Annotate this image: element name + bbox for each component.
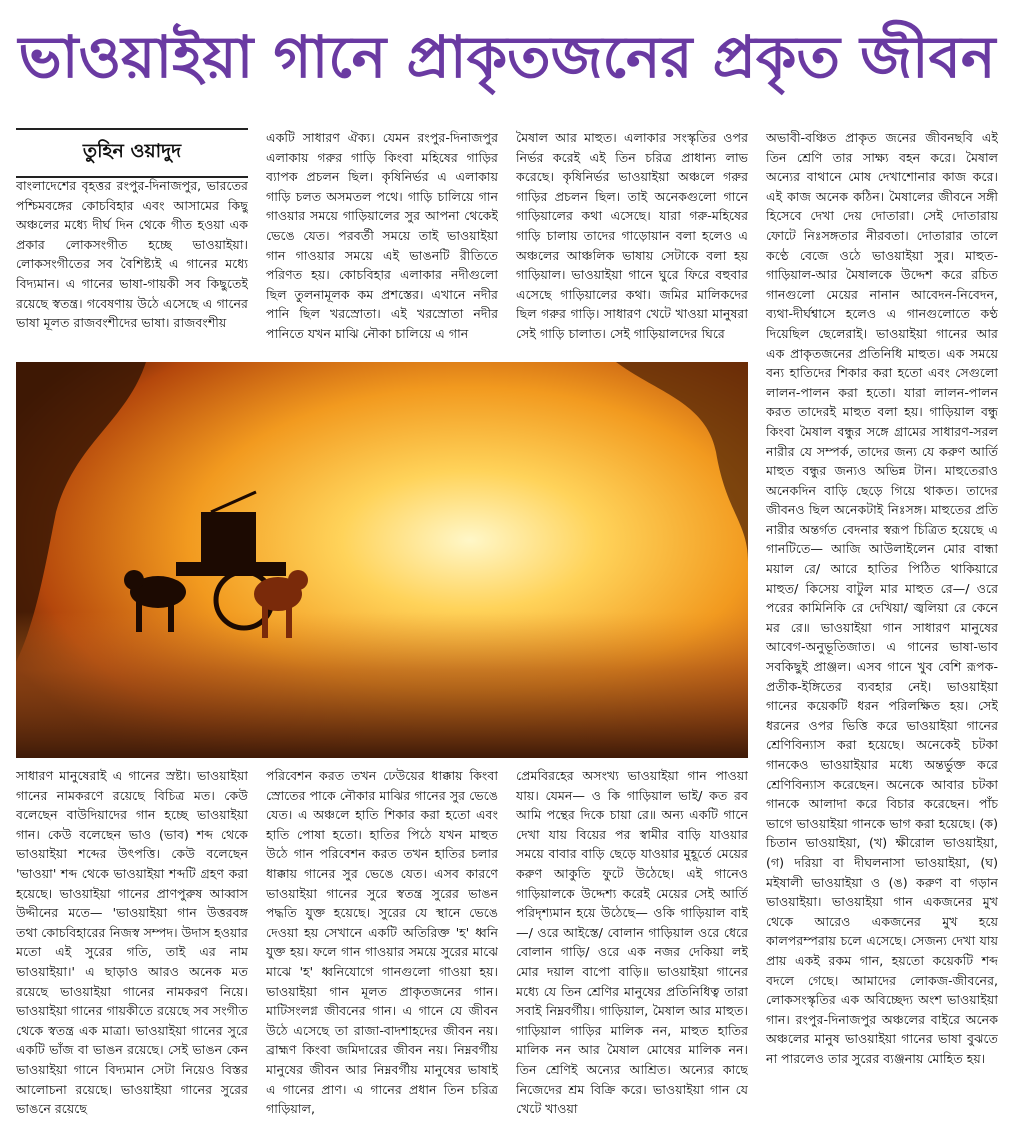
column-4 [766,128,998,1124]
column-2-top-text: একটি সাধারণ ঐক্য। যেমন রংপুর-দিনাজপুর এলাকায় গরুর গাড়ি কিংবা মহিষের গাড়ির ব্যাপক প্রচলন ছিল। কৃষিনির্ভর এ এলাকায় গাড়ি চলত অসমতল পথে। গাড়ি চালিয়ে গান গাওয়ার সময়ে গাড়িয়ালের সুর আপনা থেকেই ভেঙে যেত। পরবর্তী সময়ে তাই ভাওয়াইয়া গান গাওয়ার সময়ে এই ভাঙনটি রীতিতে পরিণত হয়। কোচবিহার এলাকার নদীগুলো ছিল তুলনামূলক কম প্রশস্তের। এখানে নদীর পানি ছিল খরস্রোতা। এই খরস্রোতা নদীর পানিতে যখন মাঝি নৌকা চালিয়ে এ গান [266,130,498,341]
column-3-bottom [516,766,748,1126]
column-1-top [16,176,248,356]
headline-banner [0,0,1014,122]
photo-bullock-cart [16,362,748,758]
column-1-bottom-text: সাধারণ মানুষেরাই এ গানের স্রষ্টা। ভাওয়াইয়া গানের নামকরণে রয়েছে বিচিত্র মত। কেউ বলেছেন বাউদিয়াদের গান হচ্ছে ভাওয়াইয়া গান। কেউ বলেছেন ভাও (ভাব) শব্দ থেকে ভাওয়াইয়া শব্দের উৎপত্তি। কেউ বলেছেন 'ভাওয়া' শব্দ থেকে ভাওয়াইয়া শব্দটি গ্রহণ করা হয়েছে। ভাওয়াইয়া গানের প্রাণপুরুষ আব্বাস উদ্দীনের মতে— 'ভাওয়াইয়া গান উত্তরবঙ্গ তথা কোচবিহারের নিজস্ব সম্পদ। উদাস হওয়ার মতো এই সুরের গতি, তাই এর নাম ভাওয়াইয়া।' এ ছাড়াও আরও অনেক মত রয়েছে ভাওয়াইয়া গানের নামকরণ নিয়ে। ভাওয়াইয়া গানের গায়কীতে রয়েছে সব সংগীত থেকে স্বতন্ত্র এক মাত্রা। ভাওয়াইয়া গানের সুরে একটি ভাঁজ বা ভাঙন রয়েছে। সেই ভাঙন কেন ভাওয়াইয়া গানে বিদ্যমান সেটা নিয়েও বিস্তর আলোচনা রয়েছে। ভাওয়াইয়া গানের সুরের ভাঙনে রয়েছে [16,768,248,1117]
column-2-bottom-text: পরিবেশন করত তখন ঢেউয়ের ধাক্কায় কিংবা স্রোতের পাকে নৌকার মাঝির গানের সুর ভেঙে যেত। এ অঞ্চলে হাতি শিকার করা হতো এবং হাতি পোষা হতো। হাতির পিঠে যখন মাহুত উঠে গান পরিবেশন করত তখন হাতির চলার ধাক্কায় গানের সুর ভেঙে যেত। এসব কারণে ভাওয়াইয়া গানের সুরে স্বতন্ত্র সুরের ভাঙন পদ্ধতি যুক্ত হয়েছে। সুরের যে স্থানে ভেঙে দেওয়া হয় সেখানে একটি অতিরিক্ত 'হ' ধ্বনি যুক্ত হয়। ফলে গান গাওয়ার সময়ে সুরের মাঝে মাঝে 'হ' ধ্বনিযোগে গানগুলো গাওয়া হয়। ভাওয়াইয়া গান মূলত প্রাকৃতজনের গান। মাটিসংলগ্ন জীবনের গান। এ গানে যে জীবন উঠে এসেছে তা রাজা-বাদশাহদের জীবন নয়। ব্রাহ্মণ কিংবা জমিদারের জীবন নয়। নিম্নবর্গীয় মানুষের জীবন আর নিম্নবর্গীয় মানুষের ভাষাই এ গানের প্রাণ। এ গানের প্রধান তিন চরিত্র গাড়িয়াল, [266,768,498,1117]
bullock-cart-illustration [16,362,748,758]
byline [16,128,248,178]
column-2-top [266,128,498,356]
column-1-top-text: বাংলাদেশের বৃহত্তর রংপুর-দিনাজপুর, ভারতের পশ্চিমবঙ্গের কোচবিহার এবং আসামের কিছু অঞ্চলের মধ্যে দীর্ঘ দিন থেকে গীত হওয়া এক প্রকার লোকসংগীত হচ্ছে ভাওয়াইয়া। লোকসংগীতের সব বৈশিষ্ট্যই এ গানের মধ্যে বিদ্যমান। এ গানের ভাষা-গায়কী সব কিছুতেই রয়েছে স্বতন্ত্র। গবেষণায় উঠে এসেছে এ গানের ভাষা মূলত রাজবংশীদের ভাষা। রাজবংশীয় [16,178,248,331]
column-1-bottom [16,766,248,1126]
headline: ভাওয়াইয়া গানে প্রাকৃতজনের প্রকৃত জীবন [18,22,996,91]
column-3-bottom-text: প্রেমবিরহের অসংখ্য ভাওয়াইয়া গান পাওয়া যায়। যেমন— ও কি গাড়িয়াল ভাই/ কত রব আমি পন্থের দিকে চায়া রে॥ অন্য একটি গানে দেখা যায় বিয়ের পর স্বামীর বাড়ি যাওয়ার সময়ে বাবার বাড়ি ছেড়ে যাওয়ার মুহূর্তে মেয়ের করুণ আকুতি ফুটে উঠেছে। এই গানেও গাড়িয়ালকে উদ্দেশ্য করেই মেয়ের সেই আর্তি পরিদৃশ্যমান হয়ে উঠেছে— ওকি গাড়িয়াল বাই—/ ওরে আইস্তে/ বোলান গাড়িয়াল ওরে ধেরে বোলান গাড়ি/ ওরে এক নজর দেকিয়া লই মোর দয়াল বাপো বাড়ি॥ ভাওয়াইয়া গানের মধ্যে যে তিন শ্রেণির মানুষের প্রতিনিধিত্ব তারা সবাই নিম্নবর্গীয়। গাড়িয়াল, মৈষাল আর মাহুত। গাড়িয়াল গাড়ির মালিক নন, মাহুত হাতির মালিক নন আর মৈষাল মোষের মালিক নন। তিন শ্রেণিই অন্যের আশ্রিত। অন্যের কাছে নিজেদের শ্রম বিক্রি করে। ভাওয়াইয়া গান যে খেটে খাওয়া [516,768,748,1117]
column-4-text: অভাবী-বঞ্চিত প্রাকৃত জনের জীবনছবি এই তিন শ্রেণি তার সাক্ষ্য বহন করে। মৈষাল অন্যের বাথানে মোষ দেখাশোনার কাজ করে। এই কাজ অনেক কঠিন। মৈষালের জীবনে সঙ্গী হিসেবে দেখা দেয় দোতারা। সেই দোতারায় ফোটে নিঃসঙ্গতার নীরবতা। দোতারার তালে কণ্ঠে বেজে ওঠে ভাওয়াইয়া সুর। মাহুত-গাড়িয়াল-আর মৈষালকে উদ্দেশ করে রচিত গানগুলো মেয়ের নানান আবেদন-নিবেদন, ব্যথা-দীর্ঘশ্বাসে হলেও এ গানগুলোতে কণ্ঠ দিয়েছিল ছেলেরাই। ভাওয়াইয়া গানের আর এক প্রাকৃতজনের প্রতিনিধি মাহুত। এক সময়ে বন্য হাতিদের শিকার করা হতো এবং সেগুলো লালন-পালন করা হতো। যারা লালন-পালন করত তাদেরই মাহুত বলা হয়। গাড়িয়াল বন্ধু কিংবা মৈষাল বন্ধুর সঙ্গে গ্রামের সাধারণ-সরল নারীর যে সম্পর্ক, তাদের জন্য যে করুণ আর্তি মাহুত বন্ধুর জন্যও অভিন্ন টান। মাহুতেরাও অনেকদিন বাড়ি ছেড়ে গিয়ে থাকত। তাদের জীবনও ছিল অনেকটাই নিঃসঙ্গ। মাহুতের প্রতি নারীর অন্তর্গত বেদনার স্বরূপ চিত্রিত হয়েছে এ গানটিতে— আজি আউলাইলেন মোর বান্ধা ময়াল রে/ আরে হাতির পিঠিত থাকিয়ারে মাহুত/ কিসেয় বাটুল মার মাহুত রে—/ ওরে পরের কামিনিকি রে দেখিয়া/ জ্বলিয়া রে কেনে মর রে॥ ভাওয়াইয়া গান সাধারণ মানুষের আবেগ-অনুভূতিজাত। এ গানের ভাষা-ভাব সবকিছুই প্রাঞ্জল। এসব গানে খুব বেশি রূপক-প্রতীক-ইঙ্গিতের ব্যবহার নেই। ভাওয়াইয়া গানের কয়েকটি ধরন পরিলক্ষিত হয়। সেই ধরনের ওপর ভিত্তি করে ভাওয়াইয়া গানের শ্রেণিবিন্যাস করা হয়েছে। অনেকেই চটকা গানকেও ভাওয়াইয়ার মধ্যে অন্তর্ভুক্ত করে শ্রেণিবিন্যাস করেছেন। অনেকে আবার চটকা গানকে আলাদা করে বিচার করেছেন। পাঁচ ভাগে ভাওয়াইয়া গানকে ভাগ করা হয়েছে। (ক) চিতান ভাওয়াইয়া, (খ) ক্ষীরোল ভাওয়াইয়া, (গ) দরিয়া বা দীঘলনাসা ভাওয়াইয়া, (ঘ) মইষালী ভাওয়াইয়া ও (ঙ) করুণ বা গড়ান ভাওয়াইয়া। ভাওয়াইয়া গান একজনের মুখ থেকে আরেও একজনের মুখ হয়ে কালপরম্পরায় চলে এসেছে। সেজন্য দেখা যায় প্রায় একই রকম গান, হয়তো কয়েকটি শব্দ বদলে গেছে। আমাদের লোকজ-জীবনের, লোকসংস্কৃতির এক অবিচ্ছেদ্য অংশ ভাওয়াইয়া গান। রংপুর-দিনাজপুর অঞ্চলের বাইরে অনেক অঞ্চলের মানুষ ভাওয়াইয়া গানের ভাষা বুঝতে না পারলেও তার সুরের ব্যঞ্জনায় মোহিত হয়। [766,130,998,1066]
column-2-bottom [266,766,498,1126]
column-3-top-text: মৈষাল আর মাহুত। এলাকার সংস্কৃতির ওপর নির্ভর করেই এই তিন চরিত্র প্রাধান্য লাভ করেছে। কৃষিনির্ভর ভাওয়াইয়া অঞ্চলে গরুর গাড়ির প্রচলন ছিল। তাই অনেকগুলো গানে গাড়িয়ালের কথা এসেছে। যারা গরু-মহিষের গাড়ি চালায় তাদের গাড়োয়ান বলা হলেও এ অঞ্চলের আঞ্চলিক ভাষায় সেটাকে বলা হয় গাড়িয়াল। ভাওয়াইয়া গানে ঘুরে ফিরে বহুবার এসেছে গাড়িয়ালের কথা। জমির মালিকদের ছিল গরুর গাড়ি। সাধারণ খেটে খাওয়া মানুষরা সেই গাড়ি চালাত। সেই গাড়িয়ালদের ঘিরে [516,130,748,341]
column-3-top [516,128,748,356]
author-name: তুহিন ওয়াদুদ [82,140,182,162]
